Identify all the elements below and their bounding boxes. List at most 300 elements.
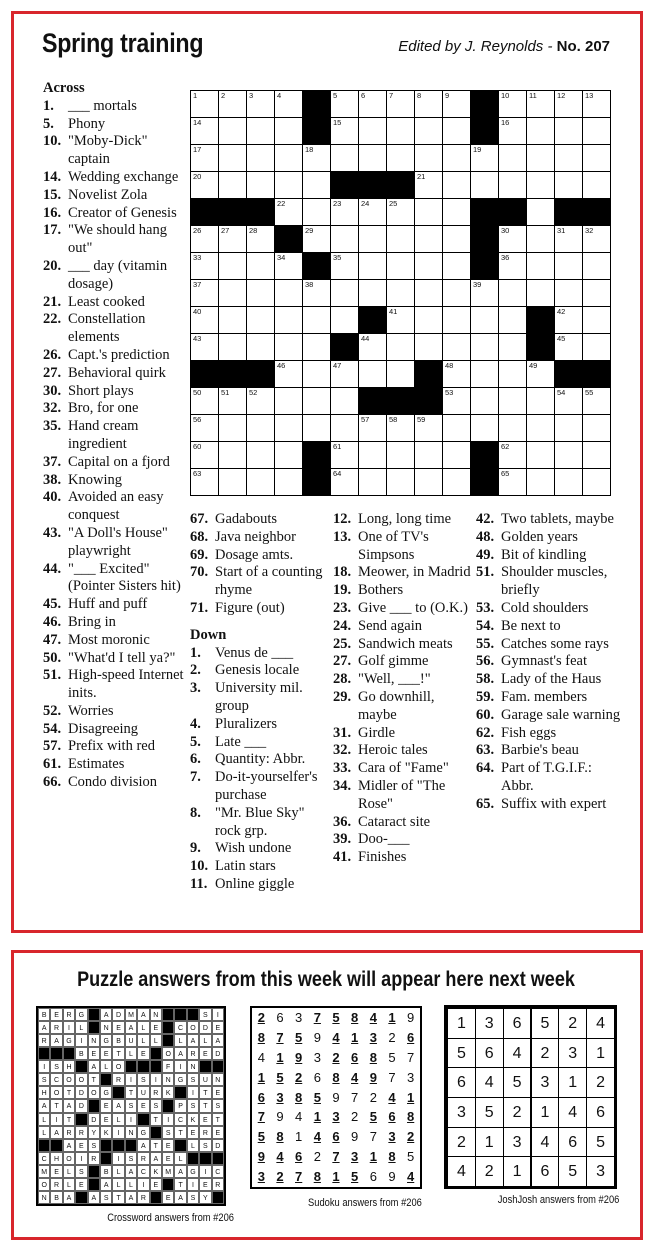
grid-cell[interactable] xyxy=(386,252,415,280)
grid-cell[interactable] xyxy=(498,90,527,118)
grid-cell[interactable] xyxy=(246,90,275,118)
grid-cell[interactable] xyxy=(582,171,611,199)
grid-cell[interactable] xyxy=(582,90,611,118)
grid-cell[interactable] xyxy=(358,198,387,226)
grid-cell[interactable] xyxy=(414,198,443,226)
clue-item xyxy=(190,858,330,876)
answer-cell: S xyxy=(199,1008,211,1021)
clue-text: Start of a counting rhyme xyxy=(215,564,323,599)
grid-cell[interactable] xyxy=(498,441,527,469)
answer-cell: R xyxy=(63,1126,75,1139)
cell-number: 53 xyxy=(445,388,454,397)
grid-cell[interactable] xyxy=(414,225,443,253)
sudoku-cell: 4 xyxy=(276,1149,284,1165)
grid-cell[interactable] xyxy=(302,414,331,442)
answer-block xyxy=(212,1060,224,1073)
grid-cell[interactable] xyxy=(526,117,555,145)
clue-text: Capt.'s prediction xyxy=(68,346,170,363)
grid-block xyxy=(218,360,247,388)
grid-cell[interactable] xyxy=(386,360,415,388)
cell-number: 7 xyxy=(389,91,394,100)
answer-cell: A xyxy=(174,1191,186,1204)
grid-cell[interactable] xyxy=(246,117,275,145)
grid-cell[interactable] xyxy=(302,387,331,415)
grid-cell[interactable] xyxy=(414,90,443,118)
clue-text: "We should hang out" xyxy=(68,222,167,257)
clue-number: 10. xyxy=(43,133,62,150)
grid-cell[interactable] xyxy=(246,333,275,361)
grid-cell[interactable] xyxy=(386,225,415,253)
grid-cell[interactable] xyxy=(470,306,499,334)
grid-cell[interactable] xyxy=(274,279,303,307)
grid-cell[interactable] xyxy=(582,144,611,172)
answer-cell: A xyxy=(174,1047,186,1060)
answer-cell: U xyxy=(137,1086,149,1099)
grid-cell[interactable] xyxy=(554,144,583,172)
grid-cell[interactable] xyxy=(498,333,527,361)
grid-cell[interactable] xyxy=(274,198,303,226)
clue-text: Novelist Zola xyxy=(68,186,148,203)
grid-cell[interactable] xyxy=(190,333,219,361)
grid-cell[interactable] xyxy=(498,387,527,415)
clue-item xyxy=(333,831,473,849)
grid-cell[interactable] xyxy=(330,468,359,496)
grid-cell[interactable] xyxy=(330,414,359,442)
grid-cell[interactable] xyxy=(442,387,471,415)
grid-cell[interactable] xyxy=(302,198,331,226)
grid-cell[interactable] xyxy=(498,279,527,307)
grid-cell[interactable] xyxy=(190,441,219,469)
grid-cell[interactable] xyxy=(526,360,555,388)
grid-cell[interactable] xyxy=(414,333,443,361)
grid-cell[interactable] xyxy=(414,144,443,172)
joshjosh-cell: 2 xyxy=(447,1127,476,1158)
grid-cell[interactable] xyxy=(470,279,499,307)
grid-cell[interactable] xyxy=(218,144,247,172)
grid-cell[interactable] xyxy=(274,414,303,442)
clue-text: Cara of "Fame" xyxy=(358,760,449,777)
grid-cell[interactable] xyxy=(442,117,471,145)
grid-cell[interactable] xyxy=(358,90,387,118)
grid-cell[interactable] xyxy=(358,279,387,307)
grid-cell[interactable] xyxy=(386,279,415,307)
grid-cell[interactable] xyxy=(246,279,275,307)
grid-cell[interactable] xyxy=(274,468,303,496)
grid-cell[interactable] xyxy=(526,171,555,199)
grid-cell[interactable] xyxy=(246,441,275,469)
grid-cell[interactable] xyxy=(414,279,443,307)
grid-cell[interactable] xyxy=(358,441,387,469)
grid-cell[interactable] xyxy=(274,360,303,388)
grid-cell[interactable] xyxy=(498,360,527,388)
grid-block xyxy=(526,306,555,334)
grid-cell[interactable] xyxy=(498,414,527,442)
cell-number: 38 xyxy=(305,280,314,289)
clue-number: 12. xyxy=(333,511,352,527)
sudoku-cell: 3 xyxy=(313,1049,321,1065)
grid-cell[interactable] xyxy=(582,279,611,307)
grid-cell[interactable] xyxy=(470,387,499,415)
grid-block xyxy=(582,198,611,226)
clue-number: 36. xyxy=(333,813,352,830)
grid-cell[interactable] xyxy=(358,360,387,388)
grid-cell[interactable] xyxy=(442,144,471,172)
grid-cell[interactable] xyxy=(218,333,247,361)
grid-cell[interactable] xyxy=(498,225,527,253)
cell-number: 33 xyxy=(193,253,202,262)
grid-cell[interactable] xyxy=(386,306,415,334)
grid-cell[interactable] xyxy=(358,468,387,496)
clue-text: Cold shoulders xyxy=(501,599,589,616)
sudoku-cell: 8 xyxy=(332,1069,340,1085)
grid-cell[interactable] xyxy=(246,414,275,442)
grid-cell[interactable] xyxy=(582,306,611,334)
grid-cell[interactable] xyxy=(526,414,555,442)
grid-cell[interactable] xyxy=(442,252,471,280)
grid-cell[interactable] xyxy=(414,171,443,199)
answer-cell: R xyxy=(38,1034,50,1047)
grid-block xyxy=(246,360,275,388)
grid-cell[interactable] xyxy=(330,360,359,388)
answer-block xyxy=(150,1191,162,1204)
grid-cell[interactable] xyxy=(526,387,555,415)
grid-cell[interactable] xyxy=(526,144,555,172)
answer-block xyxy=(150,1126,162,1139)
cell-number: 29 xyxy=(305,226,314,235)
clue-text: Dosage amts. xyxy=(215,546,294,563)
grid-cell[interactable] xyxy=(358,225,387,253)
grid-cell[interactable] xyxy=(302,171,331,199)
clue-number: 16. xyxy=(43,204,62,221)
grid-cell[interactable] xyxy=(330,198,359,226)
cell-number: 44 xyxy=(361,334,370,343)
grid-cell[interactable] xyxy=(302,333,331,361)
answer-cell: T xyxy=(112,1191,124,1204)
cell-number: 34 xyxy=(277,253,286,262)
grid-cell[interactable] xyxy=(246,144,275,172)
answer-cell: T xyxy=(174,1178,186,1191)
grid-cell[interactable] xyxy=(526,441,555,469)
grid-cell[interactable] xyxy=(190,90,219,118)
grid-cell[interactable] xyxy=(526,252,555,280)
grid-cell[interactable] xyxy=(302,306,331,334)
grid-cell[interactable] xyxy=(442,225,471,253)
grid-cell[interactable] xyxy=(498,252,527,280)
grid-cell[interactable] xyxy=(218,414,247,442)
grid-cell[interactable] xyxy=(190,171,219,199)
grid-cell[interactable] xyxy=(470,360,499,388)
grid-cell[interactable] xyxy=(554,171,583,199)
grid-cell[interactable] xyxy=(498,171,527,199)
grid-cell[interactable] xyxy=(274,144,303,172)
grid-cell[interactable] xyxy=(218,117,247,145)
grid-cell[interactable] xyxy=(386,468,415,496)
grid-cell[interactable] xyxy=(386,90,415,118)
grid-cell[interactable] xyxy=(414,414,443,442)
grid-cell[interactable] xyxy=(470,333,499,361)
answer-block xyxy=(88,1021,100,1034)
grid-cell[interactable] xyxy=(442,171,471,199)
grid-cell[interactable] xyxy=(554,333,583,361)
grid-cell[interactable] xyxy=(442,306,471,334)
grid-cell[interactable] xyxy=(470,414,499,442)
grid-cell[interactable] xyxy=(274,252,303,280)
sudoku-cell: 1 xyxy=(407,1089,415,1105)
sudoku-cell: 6 xyxy=(332,1129,340,1145)
grid-cell[interactable] xyxy=(330,117,359,145)
grid-cell[interactable] xyxy=(554,252,583,280)
grid-cell[interactable] xyxy=(330,387,359,415)
grid-cell[interactable] xyxy=(582,414,611,442)
sudoku-cell: 5 xyxy=(276,1069,284,1085)
grid-cell[interactable] xyxy=(498,306,527,334)
clue-item xyxy=(333,778,473,814)
clue-text: Most moronic xyxy=(68,631,150,648)
joshjosh-cell: 1 xyxy=(447,1008,476,1039)
grid-cell[interactable] xyxy=(274,90,303,118)
answer-cell: S xyxy=(50,1060,62,1073)
grid-cell[interactable] xyxy=(190,414,219,442)
grid-cell[interactable] xyxy=(302,360,331,388)
clue-item xyxy=(476,600,626,618)
grid-cell[interactable] xyxy=(246,468,275,496)
grid-cell[interactable] xyxy=(190,144,219,172)
grid-cell[interactable] xyxy=(498,468,527,496)
grid-cell[interactable] xyxy=(498,144,527,172)
grid-cell[interactable] xyxy=(470,171,499,199)
crossword-grid[interactable] xyxy=(190,90,610,495)
grid-cell[interactable] xyxy=(442,198,471,226)
grid-cell[interactable] xyxy=(302,225,331,253)
clue-item xyxy=(43,311,186,347)
clue-number: 27. xyxy=(43,364,62,381)
grid-cell[interactable] xyxy=(554,90,583,118)
clue-item xyxy=(43,454,186,472)
clue-number: 66. xyxy=(43,774,62,791)
sudoku-cell: 6 xyxy=(351,1049,359,1065)
answer-cell: T xyxy=(88,1073,100,1086)
clue-text: Give ___ to (O.K.) xyxy=(358,599,468,616)
grid-cell[interactable] xyxy=(358,414,387,442)
grid-cell[interactable] xyxy=(274,387,303,415)
grid-cell[interactable] xyxy=(414,306,443,334)
clue-text: Hand cream ingredient xyxy=(68,418,139,452)
cell-number: 21 xyxy=(417,172,426,181)
grid-cell[interactable] xyxy=(190,252,219,280)
grid-cell[interactable] xyxy=(386,333,415,361)
grid-cell[interactable] xyxy=(218,441,247,469)
grid-cell[interactable] xyxy=(274,171,303,199)
grid-cell[interactable] xyxy=(442,360,471,388)
grid-cell[interactable] xyxy=(442,279,471,307)
grid-cell[interactable] xyxy=(218,279,247,307)
grid-cell[interactable] xyxy=(582,333,611,361)
clue-item xyxy=(43,383,186,401)
clue-item xyxy=(333,725,473,743)
sudoku-cell: 5 xyxy=(369,1109,377,1125)
grid-cell[interactable] xyxy=(246,387,275,415)
grid-cell[interactable] xyxy=(218,306,247,334)
grid-cell[interactable] xyxy=(330,252,359,280)
grid-cell[interactable] xyxy=(414,468,443,496)
answer-cell: M xyxy=(162,1165,174,1178)
answer-block xyxy=(187,1008,199,1021)
grid-cell[interactable] xyxy=(190,225,219,253)
grid-cell[interactable] xyxy=(554,306,583,334)
clue-item xyxy=(43,187,186,205)
grid-cell[interactable] xyxy=(470,144,499,172)
grid-cell[interactable] xyxy=(190,468,219,496)
grid-cell[interactable] xyxy=(246,252,275,280)
clue-item xyxy=(43,222,186,258)
grid-cell[interactable] xyxy=(358,252,387,280)
answer-cell: R xyxy=(150,1086,162,1099)
grid-cell[interactable] xyxy=(274,441,303,469)
grid-cell[interactable] xyxy=(526,279,555,307)
answer-cell: S xyxy=(187,1073,199,1086)
grid-cell[interactable] xyxy=(386,414,415,442)
grid-cell[interactable] xyxy=(274,117,303,145)
clue-text: Capital on a fjord xyxy=(68,453,170,470)
grid-cell[interactable] xyxy=(330,144,359,172)
joshjosh-cell: 4 xyxy=(558,1097,587,1128)
sudoku-cell: 9 xyxy=(276,1109,284,1125)
clue-number: 17. xyxy=(43,222,62,239)
sudoku-cell: 2 xyxy=(257,1010,265,1025)
joshjosh-cell: 6 xyxy=(475,1038,504,1069)
grid-cell[interactable] xyxy=(554,468,583,496)
grid-cell[interactable] xyxy=(218,225,247,253)
grid-cell[interactable] xyxy=(190,306,219,334)
grid-cell[interactable] xyxy=(582,252,611,280)
grid-cell[interactable] xyxy=(358,144,387,172)
grid-cell[interactable] xyxy=(246,225,275,253)
grid-cell[interactable] xyxy=(386,144,415,172)
answer-cell: T xyxy=(150,1139,162,1152)
clue-number: 19. xyxy=(333,582,352,599)
answer-block xyxy=(174,1008,186,1021)
clue-number: 54. xyxy=(476,617,495,634)
clue-item xyxy=(43,756,186,774)
grid-cell[interactable] xyxy=(526,225,555,253)
sudoku-cell: 5 xyxy=(257,1129,265,1145)
clue-number: 31. xyxy=(333,724,352,741)
grid-cell[interactable] xyxy=(414,441,443,469)
answer-block xyxy=(174,1139,186,1152)
clue-number: 2. xyxy=(190,662,201,679)
sudoku-cell: 6 xyxy=(257,1089,265,1105)
grid-cell[interactable] xyxy=(190,387,219,415)
grid-block xyxy=(470,198,499,226)
grid-cell[interactable] xyxy=(246,171,275,199)
grid-cell[interactable] xyxy=(554,414,583,442)
grid-cell[interactable] xyxy=(218,171,247,199)
sudoku-cell: 1 xyxy=(369,1149,377,1165)
grid-cell[interactable] xyxy=(302,279,331,307)
grid-cell[interactable] xyxy=(190,279,219,307)
clue-item xyxy=(43,258,186,294)
grid-cell[interactable] xyxy=(274,333,303,361)
sudoku-cell: 2 xyxy=(388,1029,396,1045)
grid-cell[interactable] xyxy=(218,252,247,280)
grid-cell[interactable] xyxy=(218,468,247,496)
grid-cell[interactable] xyxy=(414,252,443,280)
grid-cell[interactable] xyxy=(330,306,359,334)
grid-cell[interactable] xyxy=(386,117,415,145)
grid-cell[interactable] xyxy=(442,414,471,442)
sudoku-cell: 1 xyxy=(257,1069,265,1085)
answer-cell: T xyxy=(199,1099,211,1112)
grid-cell[interactable] xyxy=(582,468,611,496)
grid-cell[interactable] xyxy=(330,441,359,469)
grid-cell[interactable] xyxy=(358,333,387,361)
grid-cell[interactable] xyxy=(414,117,443,145)
grid-cell[interactable] xyxy=(218,387,247,415)
clue-number: 71. xyxy=(190,599,209,616)
grid-cell[interactable] xyxy=(330,225,359,253)
answer-cell: R xyxy=(187,1047,199,1060)
grid-cell[interactable] xyxy=(582,225,611,253)
grid-cell[interactable] xyxy=(442,468,471,496)
grid-cell[interactable] xyxy=(330,279,359,307)
grid-cell[interactable] xyxy=(358,117,387,145)
grid-cell[interactable] xyxy=(582,441,611,469)
answer-cell: C xyxy=(50,1073,62,1086)
sudoku-cell: 8 xyxy=(257,1029,265,1045)
sudoku-cell: 8 xyxy=(351,1010,359,1025)
clue-text: Wedding exchange xyxy=(68,168,179,185)
grid-cell[interactable] xyxy=(190,117,219,145)
grid-cell[interactable] xyxy=(554,441,583,469)
answer-cell: I xyxy=(112,1152,124,1165)
grid-cell[interactable] xyxy=(274,306,303,334)
grid-cell[interactable] xyxy=(246,306,275,334)
answer-block xyxy=(187,1152,199,1165)
grid-block xyxy=(358,171,387,199)
grid-cell[interactable] xyxy=(582,117,611,145)
grid-cell[interactable] xyxy=(554,279,583,307)
answer-cell: L xyxy=(137,1034,149,1047)
joshjosh-cell: 4 xyxy=(586,1008,615,1039)
sudoku-cell: 9 xyxy=(295,1049,303,1065)
answer-block xyxy=(137,1060,149,1073)
sudoku-cell: 6 xyxy=(295,1149,303,1165)
joshjosh-cell: 4 xyxy=(447,1156,476,1187)
grid-cell[interactable] xyxy=(218,90,247,118)
grid-cell[interactable] xyxy=(302,144,331,172)
grid-cell[interactable] xyxy=(526,198,555,226)
grid-cell[interactable] xyxy=(442,333,471,361)
answer-cell: S xyxy=(199,1139,211,1152)
answer-cell: R xyxy=(50,1178,62,1191)
answer-cell: E xyxy=(88,1047,100,1060)
grid-cell[interactable] xyxy=(442,90,471,118)
grid-cell[interactable] xyxy=(582,387,611,415)
grid-cell[interactable] xyxy=(526,90,555,118)
grid-cell[interactable] xyxy=(526,468,555,496)
grid-cell[interactable] xyxy=(554,117,583,145)
grid-cell[interactable] xyxy=(442,441,471,469)
cell-number: 19 xyxy=(473,145,482,154)
grid-cell[interactable] xyxy=(386,198,415,226)
answer-cell: U xyxy=(125,1034,137,1047)
clue-item xyxy=(190,547,330,565)
grid-cell[interactable] xyxy=(554,387,583,415)
grid-cell[interactable] xyxy=(386,441,415,469)
grid-cell[interactable] xyxy=(330,90,359,118)
grid-cell[interactable] xyxy=(498,117,527,145)
grid-cell[interactable] xyxy=(554,225,583,253)
